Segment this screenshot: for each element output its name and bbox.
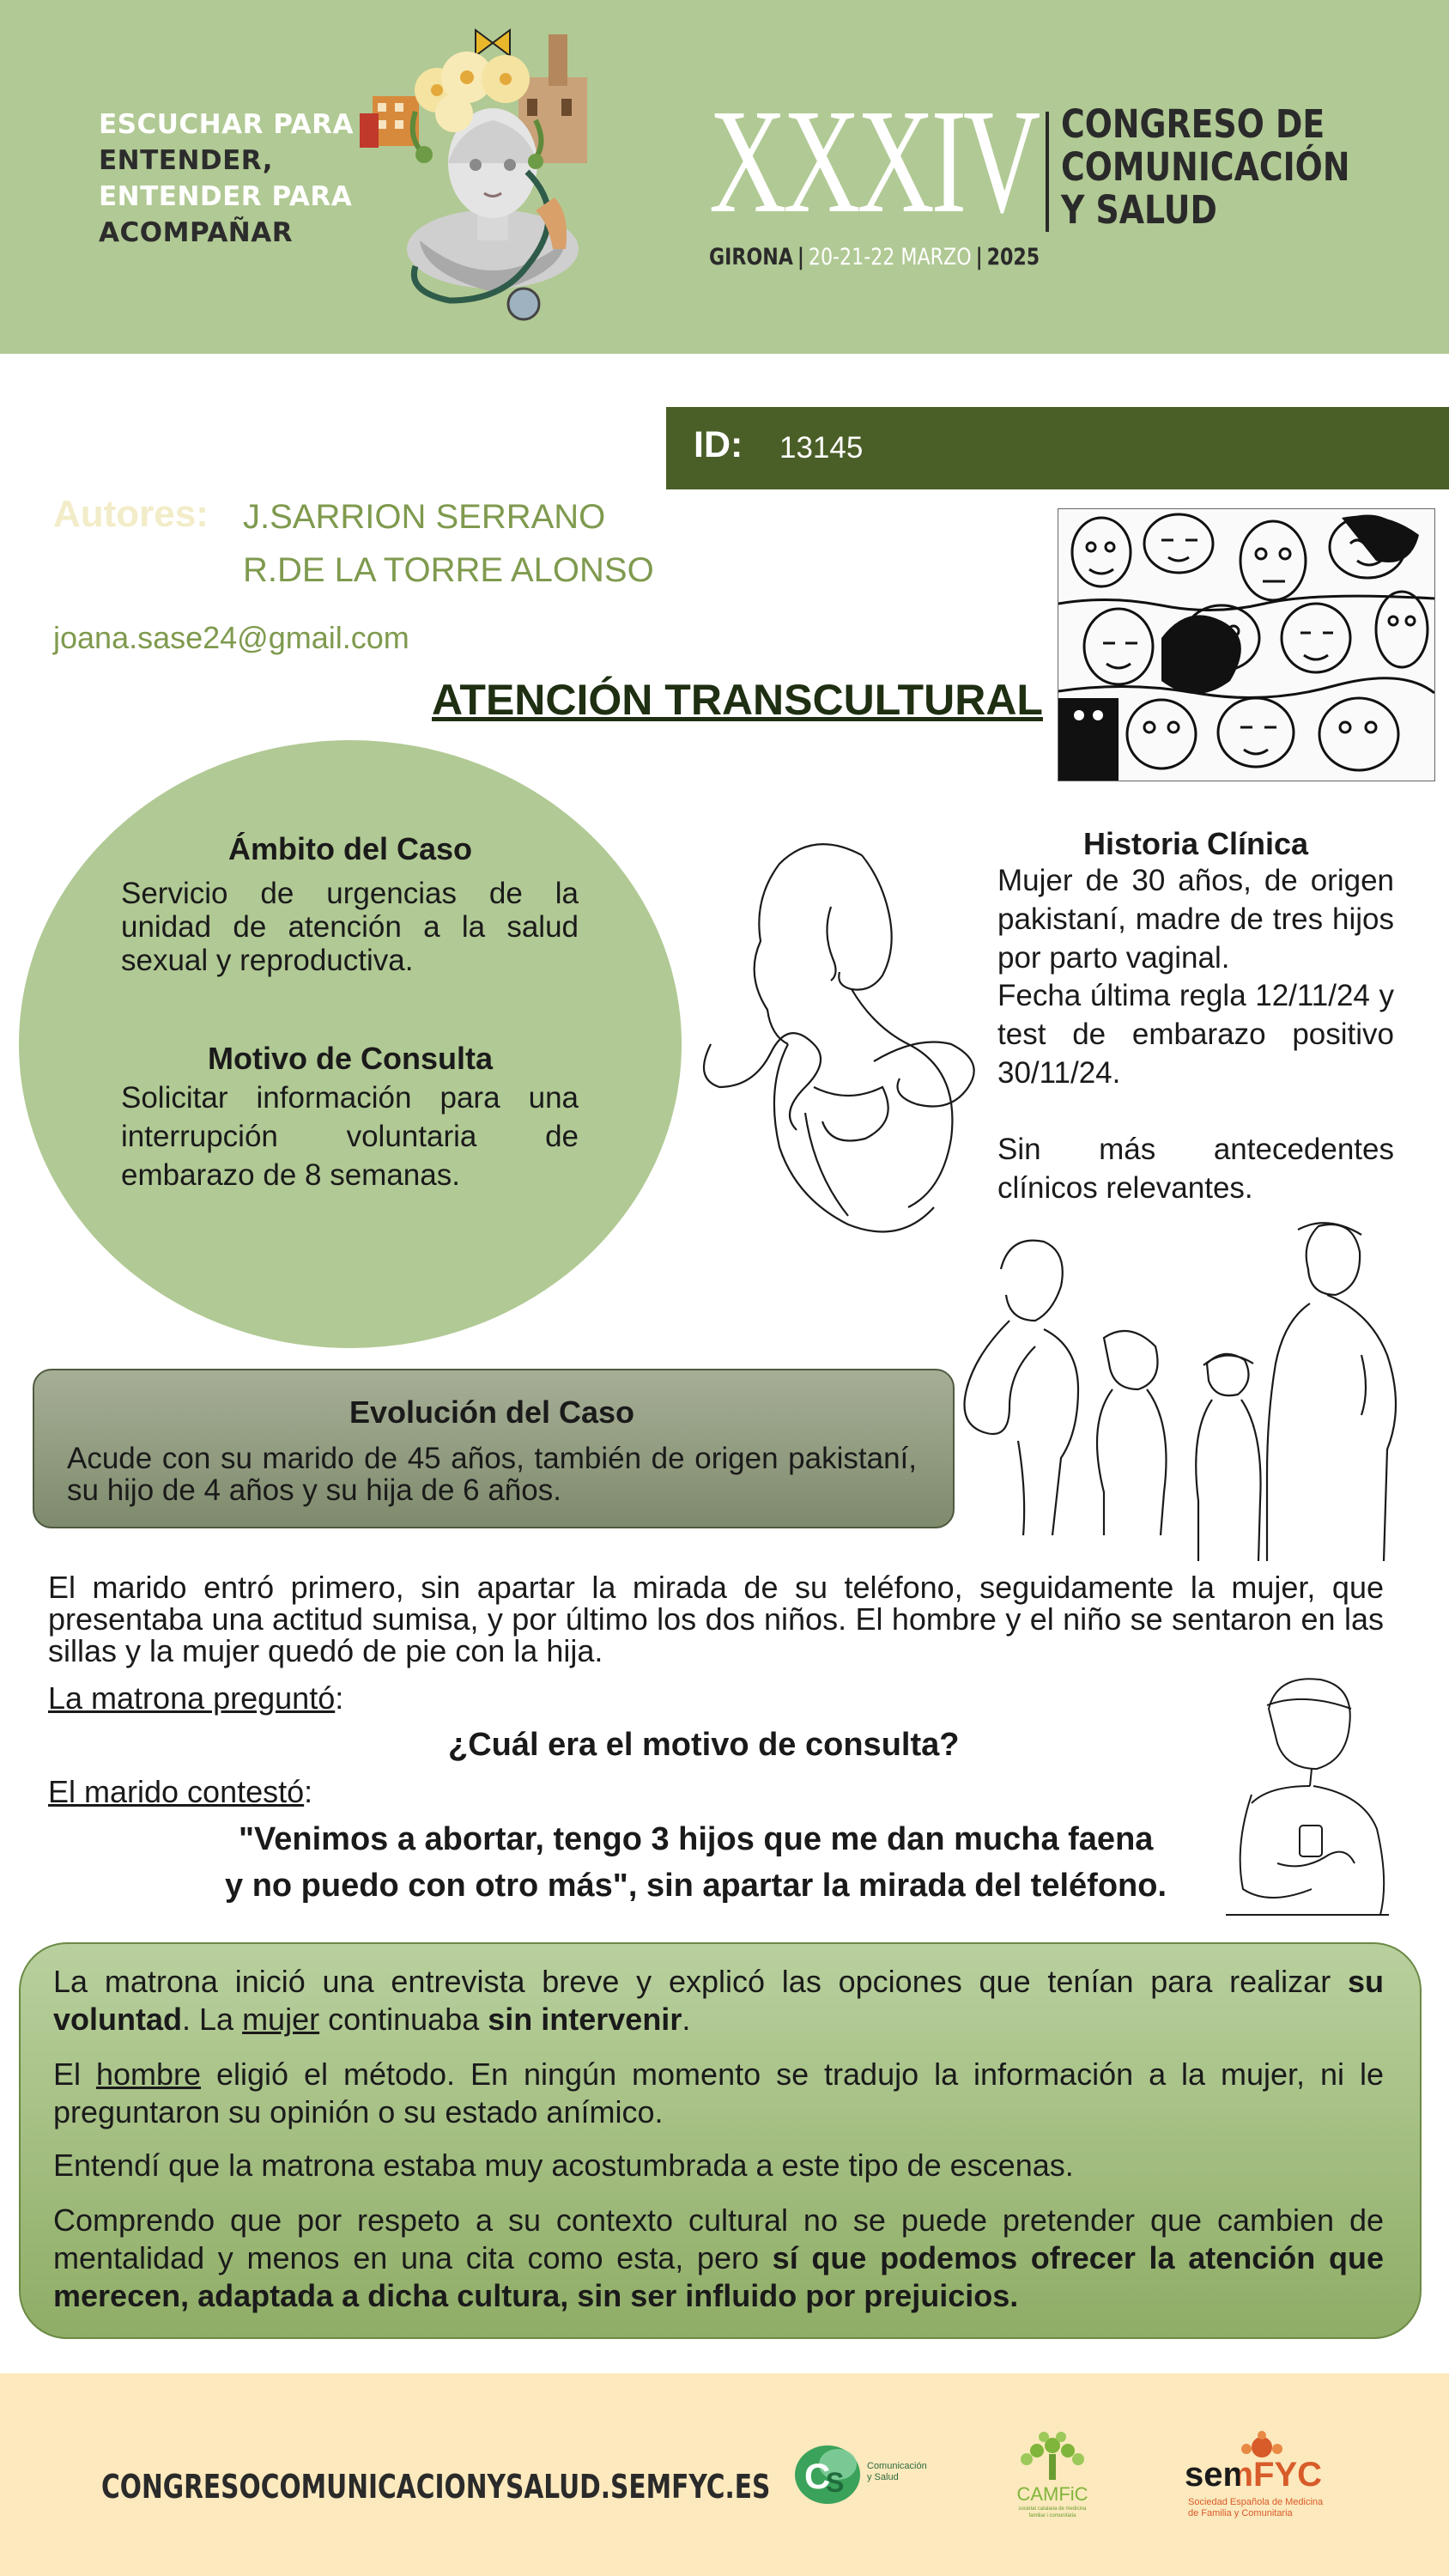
reflection-p1-text-c: continuaba	[319, 2002, 488, 2037]
motivo-heading: Motivo de Consulta	[208, 1041, 493, 1076]
logo-camfic	[996, 2428, 1116, 2531]
pregnant-woman-line-drawing	[694, 829, 979, 1252]
id-label: ID:	[694, 424, 743, 465]
reflection-p1-text-d: .	[682, 2002, 691, 2037]
matrona-asked-line	[48, 1682, 343, 1714]
historia-text-2: Fecha última regla 12/11/24 y test de embarazo positivo 30/11/24.	[997, 979, 1394, 1090]
man-with-phone-line-drawing	[1217, 1674, 1397, 1923]
congress-location-dates: GIRONA | 20-21-22 MARZO | 2025	[709, 244, 1040, 270]
congress-year: 2025	[986, 244, 1040, 270]
cs-logo-text-line-2: y Salud	[867, 2472, 899, 2482]
reflection-paragraph-2	[53, 2056, 1384, 2131]
semfyc-subtitle-line-1: Sociedad Española de Medicina	[1188, 2497, 1324, 2507]
faces-doodle-image	[1058, 508, 1435, 781]
matrona-asked-label: La matrona preguntó	[48, 1680, 336, 1716]
reflection-paragraph-3: Entendí que la matrona estaba muy acostumbrada a este tipo de escenas.	[53, 2148, 1074, 2183]
historia-heading: Historia Clínica	[1082, 826, 1309, 861]
reflection-paragraph-4	[53, 2202, 1384, 2315]
congress-dates: 20-21-22 MARZO	[808, 244, 972, 270]
header-divider	[1046, 112, 1049, 232]
poster-title: ATENCIÓN TRANSCULTURAL	[432, 676, 1043, 724]
evolucion-text: Acude con su marido de 45 años, también de origen pakistaní, su hijo de 4 años y su hija de 6 años.	[67, 1442, 917, 1507]
reflection-p4-bold: sí que podemos ofrecer la atención que merecen, adaptada a dicha cultura, sin ser influido por prejuicios.	[53, 2240, 1384, 2313]
congress-title	[1061, 103, 1349, 232]
camfic-subtitle: societat catalana de medicina familiar i comunitària	[1018, 2506, 1087, 2518]
semfyc-emblem-icon	[1236, 2430, 1288, 2459]
family-line-drawing	[958, 1218, 1406, 1570]
historia-text-3: Sin más antecedentes clínicos relevantes.	[997, 1133, 1394, 1205]
husband-quote-line-2: y no puedo con otro más", sin apartar la mirada del teléfono.	[225, 1868, 1167, 1904]
husband-answered-line	[48, 1776, 312, 1807]
cs-logo-text	[867, 2461, 927, 2483]
husband-answered-colon: :	[304, 1774, 313, 1809]
reflection-p1-bold-b: sin intervenir	[488, 2002, 682, 2037]
congress-title-line-1: CONGRESO DE	[1061, 101, 1325, 147]
congress-website: CONGRESOCOMUNICACIONYSALUD.SEMFYC.ES	[101, 2468, 771, 2506]
tagline-line-4: ACOMPAÑAR	[99, 217, 294, 248]
congress-collage-illustration	[355, 17, 613, 337]
husband-answered-label: El marido contestó	[48, 1774, 305, 1809]
cs-logo-icon	[793, 2439, 862, 2507]
tagline-line-2: ENTENDER,	[99, 145, 274, 176]
svg-text:C: C	[804, 2456, 831, 2496]
reflection-p1-bold-a: su voluntad	[53, 1964, 1384, 2037]
congress-city: GIRONA	[709, 244, 793, 270]
matrona-asked-colon: :	[335, 1680, 344, 1716]
author-email: joana.sase24@gmail.com	[53, 620, 409, 655]
reflection-p2-text-a: El	[53, 2057, 96, 2092]
reflection-paragraph-1	[53, 1963, 1384, 2038]
author-name-1: J.SARRION SERRANO	[243, 498, 606, 536]
semfyc-subtitle	[1188, 2497, 1323, 2519]
reflection-p1-text-a: La matrona inició una entrevista breve y explicó las opciones que tenían para realizar	[53, 1964, 1348, 1999]
reflection-p4-text: Comprendo que por respeto a su contexto cultural no se puede pretender que cambien de mentalidad y menos en una cita como esta, pero	[53, 2202, 1384, 2275]
tagline-line-1: ESCUCHAR PARA	[99, 109, 355, 140]
reflection-p2-text-b: eligió el método. En ningún momento se tradujo la información a la mujer, ni le preguntaron su opinión o su estado anímico.	[53, 2057, 1384, 2129]
narrative-paragraph: El marido entró primero, sin apartar la mirada de su teléfono, seguidamente la mujer, que presentaba una actitud sumisa, y por último los dos niños. El hombre y el niño se sentaron en las sillas y la mujer quedó de pie con la hija.	[48, 1570, 1384, 1668]
logo-semfyc	[1176, 2430, 1348, 2533]
motivo-text: Solicitar información para una interrupción voluntaria de embarazo de 8 semanas.	[121, 1081, 579, 1192]
ambito-heading: Ámbito del Caso	[227, 831, 473, 866]
husband-quote-line-1: "Venimos a abortar, tengo 3 hijos que me dan mucha faena	[239, 1821, 1154, 1857]
reflection-p1-text-b: . La	[182, 2002, 243, 2037]
edition-roman-numeral: XXXIV	[709, 78, 1038, 244]
camfic-tree-icon	[1009, 2428, 1095, 2483]
logo-comunicacion-salud	[793, 2435, 939, 2512]
ambito-text: Servicio de urgencias de la unidad de atención a la salud sexual y reproductiva.	[121, 877, 579, 977]
camfic-name: CAMFiC	[1016, 2483, 1088, 2505]
midwife-question: ¿Cuál era el motivo de consulta?	[448, 1727, 960, 1763]
congress-title-line-3: Y SALUD	[1061, 187, 1217, 233]
semfyc-name	[1185, 2456, 1322, 2494]
author-name-2: R.DE LA TORRE ALONSO	[243, 551, 654, 589]
congress-tagline	[99, 106, 356, 251]
authors-label: Autores:	[53, 493, 209, 535]
semfyc-name-text: semFYC	[1185, 2456, 1323, 2494]
evolucion-heading: Evolución del Caso	[349, 1394, 635, 1430]
historia-text-1: Mujer de 30 años, de origen pakistaní, madre de tres hijos por parto vaginal.	[997, 864, 1394, 975]
congress-title-line-2: COMUNICACIÓN	[1061, 144, 1350, 190]
reflection-p1-underline: mujer	[242, 2002, 320, 2037]
tagline-line-3: ENTENDER PARA	[99, 181, 353, 212]
svg-text:S: S	[826, 2467, 845, 2498]
cs-logo-text-line-1: Comunicación	[867, 2461, 927, 2471]
semfyc-subtitle-line-2: de Familia y Comunitaria	[1188, 2508, 1293, 2518]
id-value: 13145	[779, 431, 864, 465]
reflection-p2-underline: hombre	[95, 2057, 202, 2092]
